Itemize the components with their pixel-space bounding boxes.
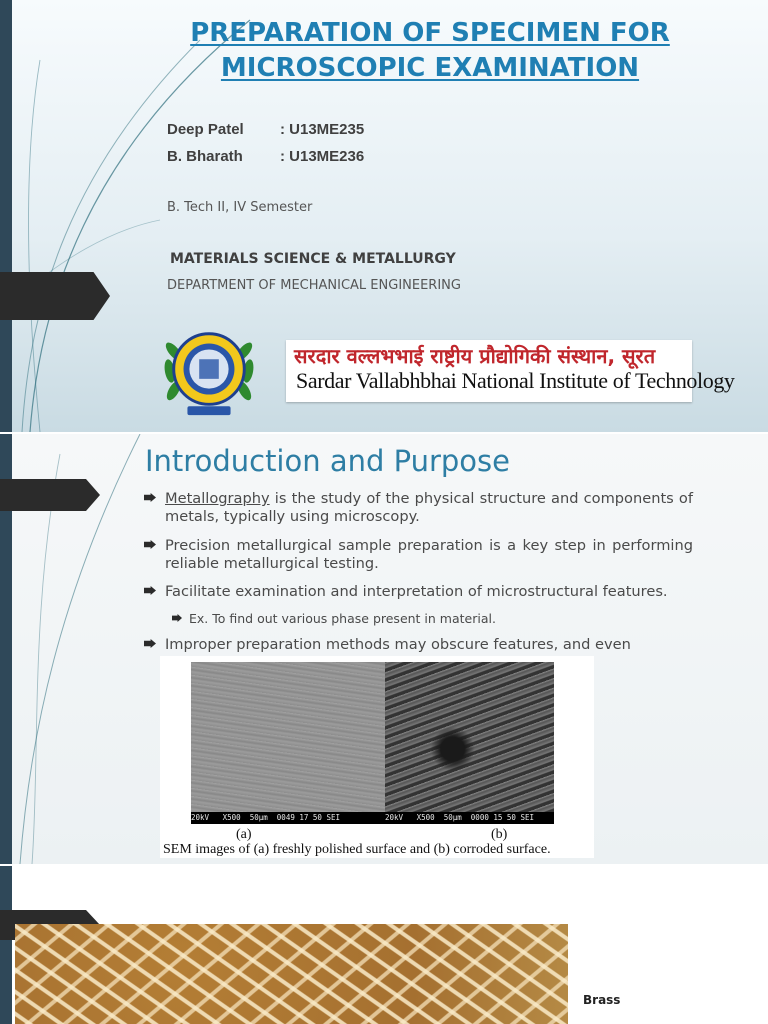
sem-label-a: (a)	[236, 827, 252, 842]
bullet-text: is the study of the physical structure and components of metals, typically using microscopy.	[165, 490, 693, 525]
sem-image-polished	[191, 662, 385, 812]
semester-text: B. Tech II, IV Semester	[167, 200, 313, 215]
left-accent-bar	[0, 866, 12, 1024]
sem-image-corroded	[385, 662, 554, 812]
author-row	[167, 121, 365, 138]
arrow-marker-icon	[0, 272, 110, 320]
institute-name-english: Sardar Vallabhbhai National Institute of Technology	[296, 368, 735, 393]
sem-info-bar: 20kV X500 50μm 0049 17 50 SEI	[191, 812, 385, 824]
left-accent-bar	[0, 0, 12, 432]
title-slide	[0, 0, 768, 432]
author-name: Deep Patel	[167, 121, 244, 138]
author-name: B. Bharath	[167, 148, 243, 165]
institute-name-hindi: सरदार वल्लभभाई राष्ट्रीय प्रौद्योगिकी संस्थान, सूरत	[294, 344, 656, 368]
slide-heading: Introduction and Purpose	[145, 444, 510, 478]
slide-title	[150, 16, 710, 86]
bullet-item: Precision metallurgical sample preparation is a key step in performing reliable metallurgical testing.	[165, 537, 693, 572]
image-label: Brass	[583, 993, 621, 1007]
sem-caption: SEM images of (a) freshly polished surface and (b) corroded surface.	[163, 842, 551, 857]
author-id: : U13ME236	[280, 148, 365, 165]
brass-microstructure-image	[15, 924, 568, 1024]
sem-info-bar: 20kV X500 50μm 0000 15 50 SEI	[385, 812, 554, 824]
author-row	[167, 148, 365, 165]
institute-banner	[286, 340, 735, 402]
bullet-item: Facilitate examination and interpretation of microstructural features.	[165, 583, 693, 601]
bullet-item	[165, 490, 693, 526]
sub-bullet-item: Ex. To find out various phase present in material.	[189, 611, 496, 626]
department-name: DEPARTMENT OF MECHANICAL ENGINEERING	[167, 278, 461, 293]
introduction-slide	[0, 434, 768, 864]
title-line-2: MICROSCOPIC EXAMINATION	[220, 53, 640, 83]
institute-emblem-icon	[160, 322, 258, 420]
author-id: : U13ME235	[280, 121, 365, 138]
arrow-marker-icon	[0, 479, 100, 511]
metallography-link[interactable]: Metallography	[165, 490, 270, 507]
sem-figure	[160, 656, 594, 858]
sem-label-b: (b)	[491, 827, 508, 842]
course-name: MATERIALS SCIENCE & METALLURGY	[170, 251, 456, 267]
bullet-item: Improper preparation methods may obscure features, and even	[165, 636, 693, 654]
title-line-1: PREPARATION OF SPECIMEN FOR	[190, 18, 670, 48]
microstructure-slide	[0, 866, 768, 1024]
